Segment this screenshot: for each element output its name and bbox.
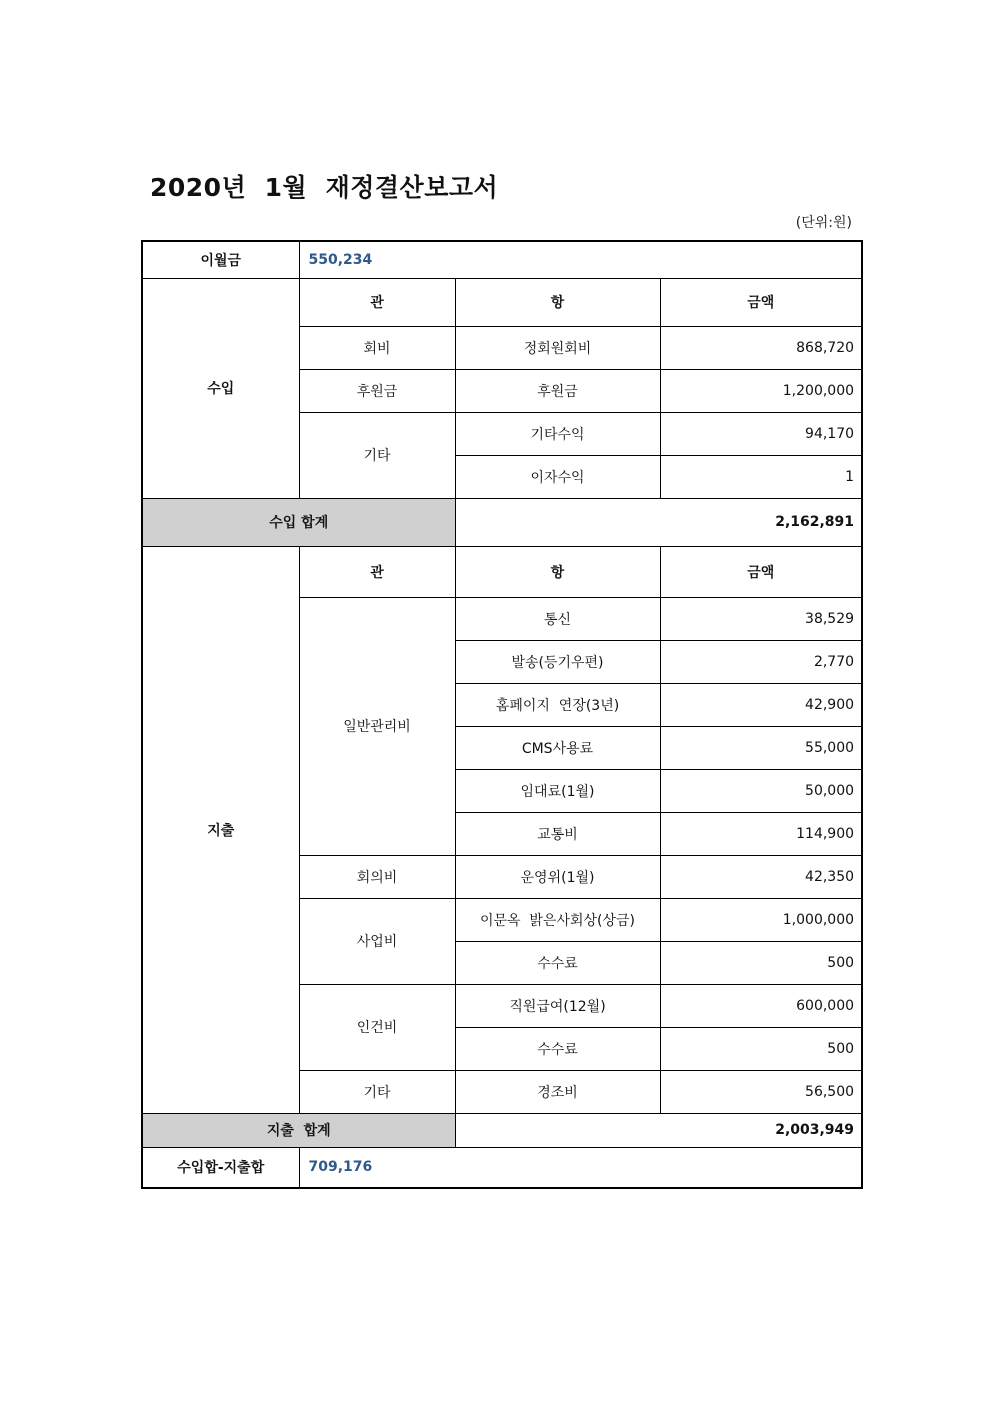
hang-cell: 수수료 bbox=[455, 941, 660, 984]
amount-cell: 55,000 bbox=[660, 726, 862, 769]
amount-cell: 1 bbox=[660, 455, 862, 498]
gwan-cell: 인건비 bbox=[299, 984, 455, 1070]
hang-cell: 수수료 bbox=[455, 1027, 660, 1070]
hang-cell: 임대료(1월) bbox=[455, 769, 660, 812]
amount-cell: 500 bbox=[660, 941, 862, 984]
gwan-cell: 회의비 bbox=[299, 855, 455, 898]
hang-cell: 발송(등기우편) bbox=[455, 640, 660, 683]
amount-cell: 1,200,000 bbox=[660, 369, 862, 412]
gwan-cell: 기타 bbox=[299, 1070, 455, 1113]
gwan-cell: 사업비 bbox=[299, 898, 455, 984]
amount-cell: 42,350 bbox=[660, 855, 862, 898]
hang-cell: 홈페이지 연장(3년) bbox=[455, 683, 660, 726]
expense-header-row bbox=[142, 546, 862, 597]
expense-header-hang: 항 bbox=[455, 546, 660, 597]
balance-value: 709,176 bbox=[299, 1147, 862, 1188]
hang-cell: 이문옥 밝은사회상(상금) bbox=[455, 898, 660, 941]
unit-note: (단위:원) bbox=[795, 215, 852, 231]
expense-header-gwan: 관 bbox=[299, 546, 455, 597]
gwan-cell: 일반관리비 bbox=[299, 597, 455, 855]
carryover-row bbox=[142, 241, 862, 278]
expense-total-row bbox=[142, 1113, 862, 1147]
amount-cell: 94,170 bbox=[660, 412, 862, 455]
amount-cell: 1,000,000 bbox=[660, 898, 862, 941]
income-header-hang: 항 bbox=[455, 278, 660, 326]
gwan-cell: 후원금 bbox=[299, 369, 455, 412]
amount-cell: 56,500 bbox=[660, 1070, 862, 1113]
hang-cell: 이자수익 bbox=[455, 455, 660, 498]
gwan-cell: 기타 bbox=[299, 412, 455, 498]
gwan-cell: 회비 bbox=[299, 326, 455, 369]
carryover-value: 550,234 bbox=[299, 241, 862, 278]
hang-cell: 운영위(1월) bbox=[455, 855, 660, 898]
expense-total-value: 2,003,949 bbox=[455, 1113, 862, 1147]
amount-cell: 868,720 bbox=[660, 326, 862, 369]
amount-cell: 500 bbox=[660, 1027, 862, 1070]
hang-cell: 경조비 bbox=[455, 1070, 660, 1113]
income-header-row bbox=[142, 278, 862, 326]
settlement-table bbox=[141, 240, 863, 1189]
amount-cell: 38,529 bbox=[660, 597, 862, 640]
balance-label: 수입합-지출합 bbox=[142, 1147, 299, 1188]
amount-cell: 2,770 bbox=[660, 640, 862, 683]
expense-section-label: 지출 bbox=[142, 546, 299, 1113]
amount-cell: 42,900 bbox=[660, 683, 862, 726]
expense-header-amount: 금액 bbox=[660, 546, 862, 597]
hang-cell: 교통비 bbox=[455, 812, 660, 855]
report-title: 2020년 1월 재정결산보고서 bbox=[150, 173, 499, 202]
hang-cell: 통신 bbox=[455, 597, 660, 640]
hang-cell: 직원급여(12월) bbox=[455, 984, 660, 1027]
income-total-row bbox=[142, 498, 862, 546]
hang-cell: 후원금 bbox=[455, 369, 660, 412]
hang-cell: 기타수익 bbox=[455, 412, 660, 455]
hang-cell: CMS사용료 bbox=[455, 726, 660, 769]
income-total-label: 수입 합계 bbox=[142, 498, 455, 546]
hang-cell: 정회원회비 bbox=[455, 326, 660, 369]
expense-total-label: 지출 합계 bbox=[142, 1113, 455, 1147]
amount-cell: 600,000 bbox=[660, 984, 862, 1027]
balance-row bbox=[142, 1147, 862, 1188]
income-header-amount: 금액 bbox=[660, 278, 862, 326]
amount-cell: 50,000 bbox=[660, 769, 862, 812]
amount-cell: 114,900 bbox=[660, 812, 862, 855]
income-total-value: 2,162,891 bbox=[455, 498, 862, 546]
income-header-gwan: 관 bbox=[299, 278, 455, 326]
carryover-label: 이월금 bbox=[142, 241, 299, 278]
income-section-label: 수입 bbox=[142, 278, 299, 498]
